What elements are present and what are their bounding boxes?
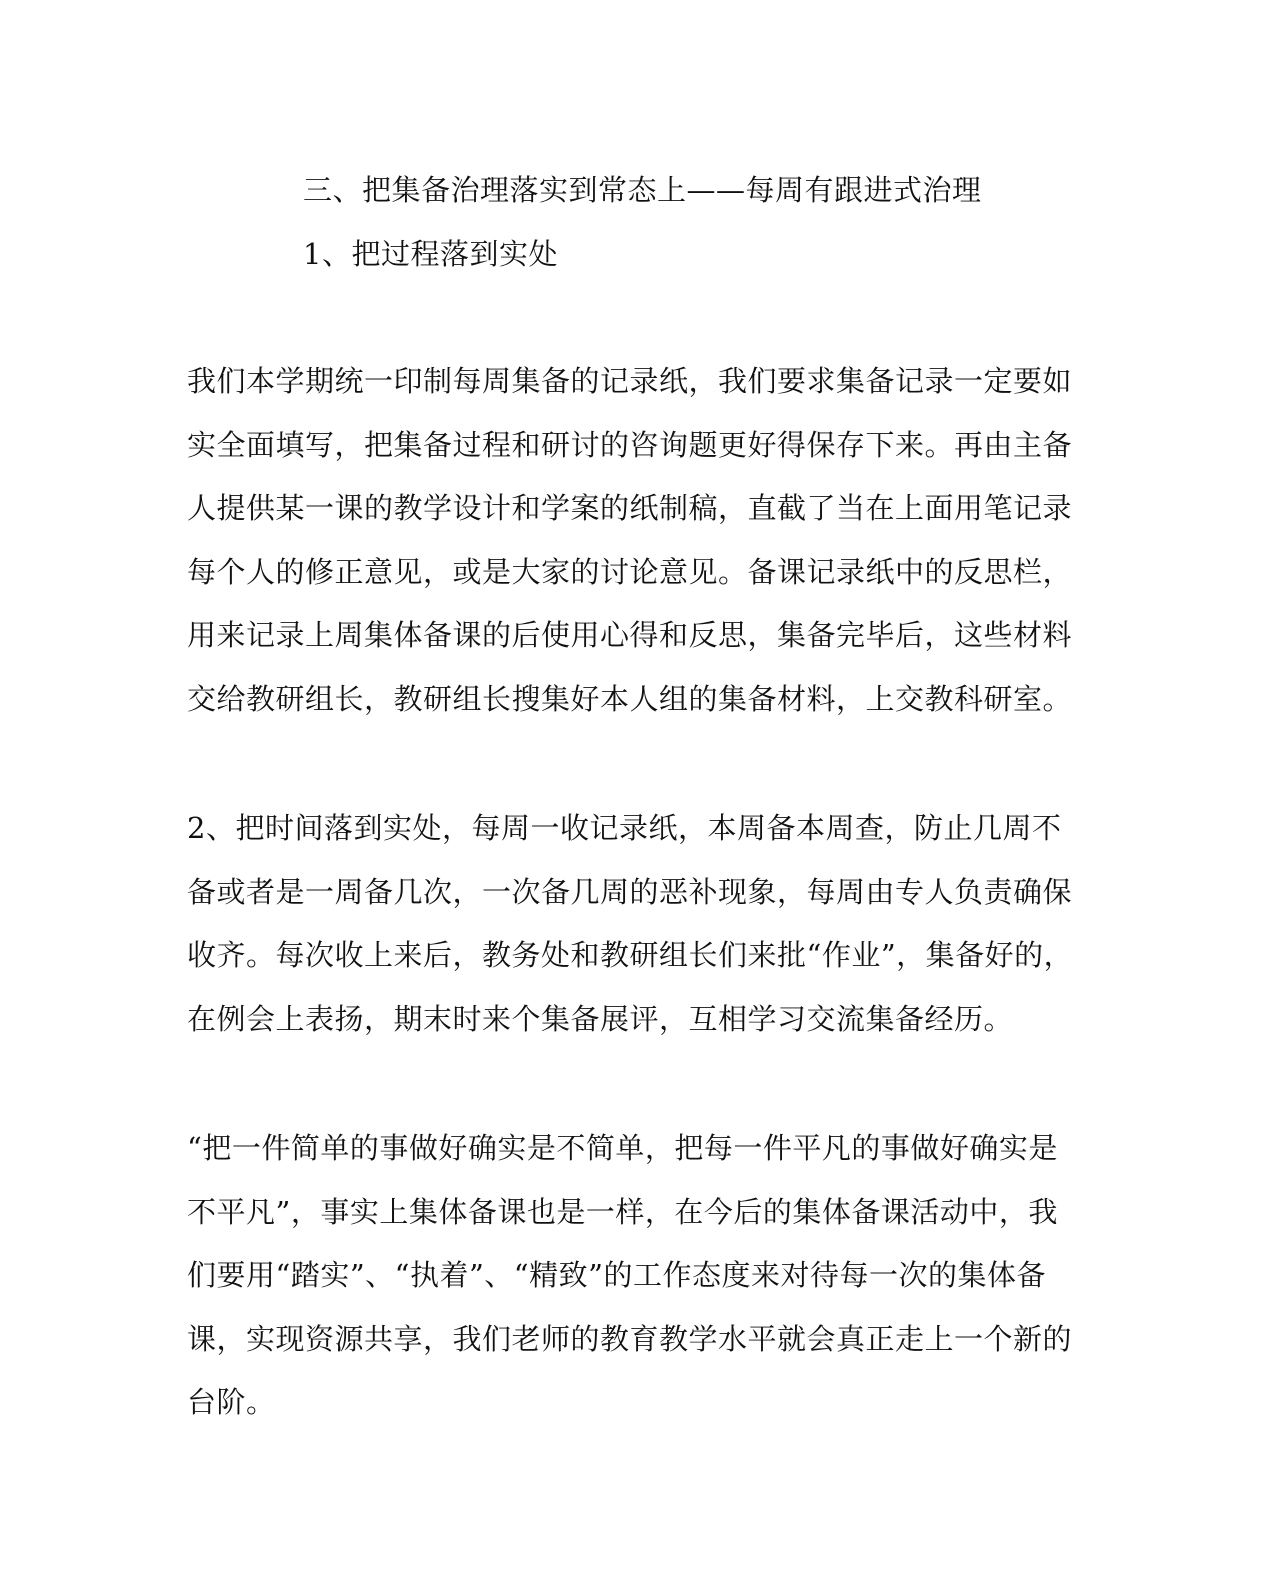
paragraph-record-paper: 我们本学期统一印制每周集备的记录纸，我们要求集备记录一定要如实全面填写，把集备过程和研讨的咨询题更好得保存下来。再由主备人提供某一课的教学设计和学案的纸制稿，直截了当在上面用笔记录每个人的修正意见，或是大家的讨论意见。备课记录纸中的反思栏，用来记录上周集体备课的后使用心得和反思，集备完毕后，这些材料交给教研组长，教研组长搜集好本人组的集备材料，上交教科研室。 — [187, 364, 1073, 716]
paragraph-time-schedule: 2、把时间落到实处，每周一收记录纸，本周备本周查，防止几周不备或者是一周备几次，一次备几周的恶补现象，每周由专人负责确保收齐。每次收上来后，教务处和教研组长们来批“作业”，集备好的，在例会上表扬，期末时来个集备展评，互相学习交流集备经历。 — [187, 811, 1074, 1036]
sub-heading: 1、把过程落到实处 — [303, 237, 558, 271]
paragraph-conclusion: “把一件简单的事做好确实是不简单，把每一件平凡的事做好确实是不平凡”，事实上集体备课也是一样，在今后的集体备课活动中，我们要用“踏实”、“执着”、“精致”的工作态度来对待每一次的集体备课，实现资源共享，我们老师的教育教学水平就会真正走上一个新的台阶。 — [187, 1131, 1073, 1419]
section-heading: 三、把集备治理落实到常态上——每周有跟进式治理 — [303, 173, 982, 207]
